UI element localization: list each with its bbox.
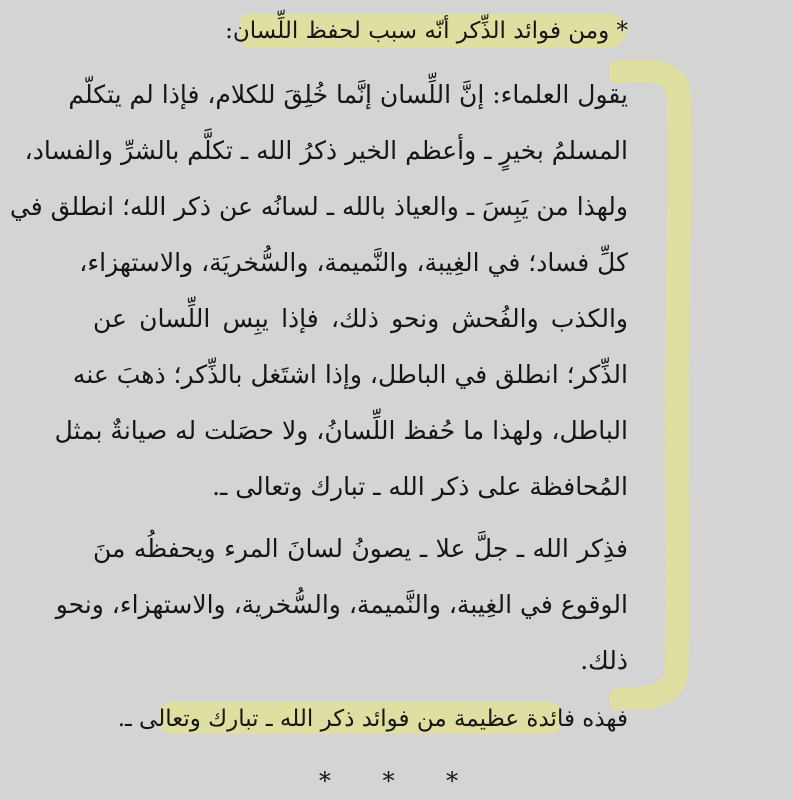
- paragraph1-line: الباطل، ولهذا ما حُفظ اللِّسانُ، ولا حصَلت له صيانةٌ بمثل: [54, 416, 628, 445]
- paragraph2-line: فذِكر الله ـ جلَّ علا ـ يصونُ لسانَ المرء ويحفظُه منَ: [93, 534, 628, 563]
- separator-star: *: [382, 767, 411, 795]
- paragraph1-line: الذِّكر؛ انطلق في الباطل، وإذا اشتَغل بالذِّكر؛ ذهبَ عنه: [72, 360, 628, 389]
- paragraph1-line: ولهذا من يَبِسَ ـ والعياذ بالله ـ لسانُه عن ذكر الله؛ انطلق في: [9, 192, 628, 221]
- separator-star: *: [446, 767, 475, 795]
- paragraph2-line: ذلك.: [580, 646, 628, 675]
- paragraph1-line: والكذب والفُحش ونحو ذلك، فإذا يبِس اللِّسان عن: [93, 304, 628, 333]
- summary-line: فهذه فائدة عظيمة من فوائد ذكر الله ـ تبارك وتعالى ـ.: [117, 706, 628, 732]
- paragraph1-line: يقول العلماء: إنَّ اللِّسان إنَّما خُلِقَ للكلام، فإذا لم يتكلّم: [68, 80, 628, 109]
- paragraph2-line: الوقوع في الغِيبة، والنَّميمة، والسُّخرية، والاستهزاء، ونحو: [55, 590, 628, 619]
- paragraph1-line: المسلمُ بخيرٍ ـ وأعظم الخير ذكرُ الله ـ تكلَّم بالشرِّ والفساد،: [24, 136, 628, 165]
- paragraph1-line: المُحافظة على ذكر الله ـ تبارك وتعالى ـ.: [212, 472, 628, 501]
- section-heading: * ومن فوائد الذِّكر أنّه سبب لحفظ اللِّسان:: [225, 18, 628, 44]
- paragraph1-line: كلِّ فساد؛ في الغِيبة، والنَّميمة، والسُّخريَة، والاستهزاء،: [79, 248, 628, 277]
- separator-star: *: [318, 767, 347, 795]
- section-separator: [0, 767, 793, 795]
